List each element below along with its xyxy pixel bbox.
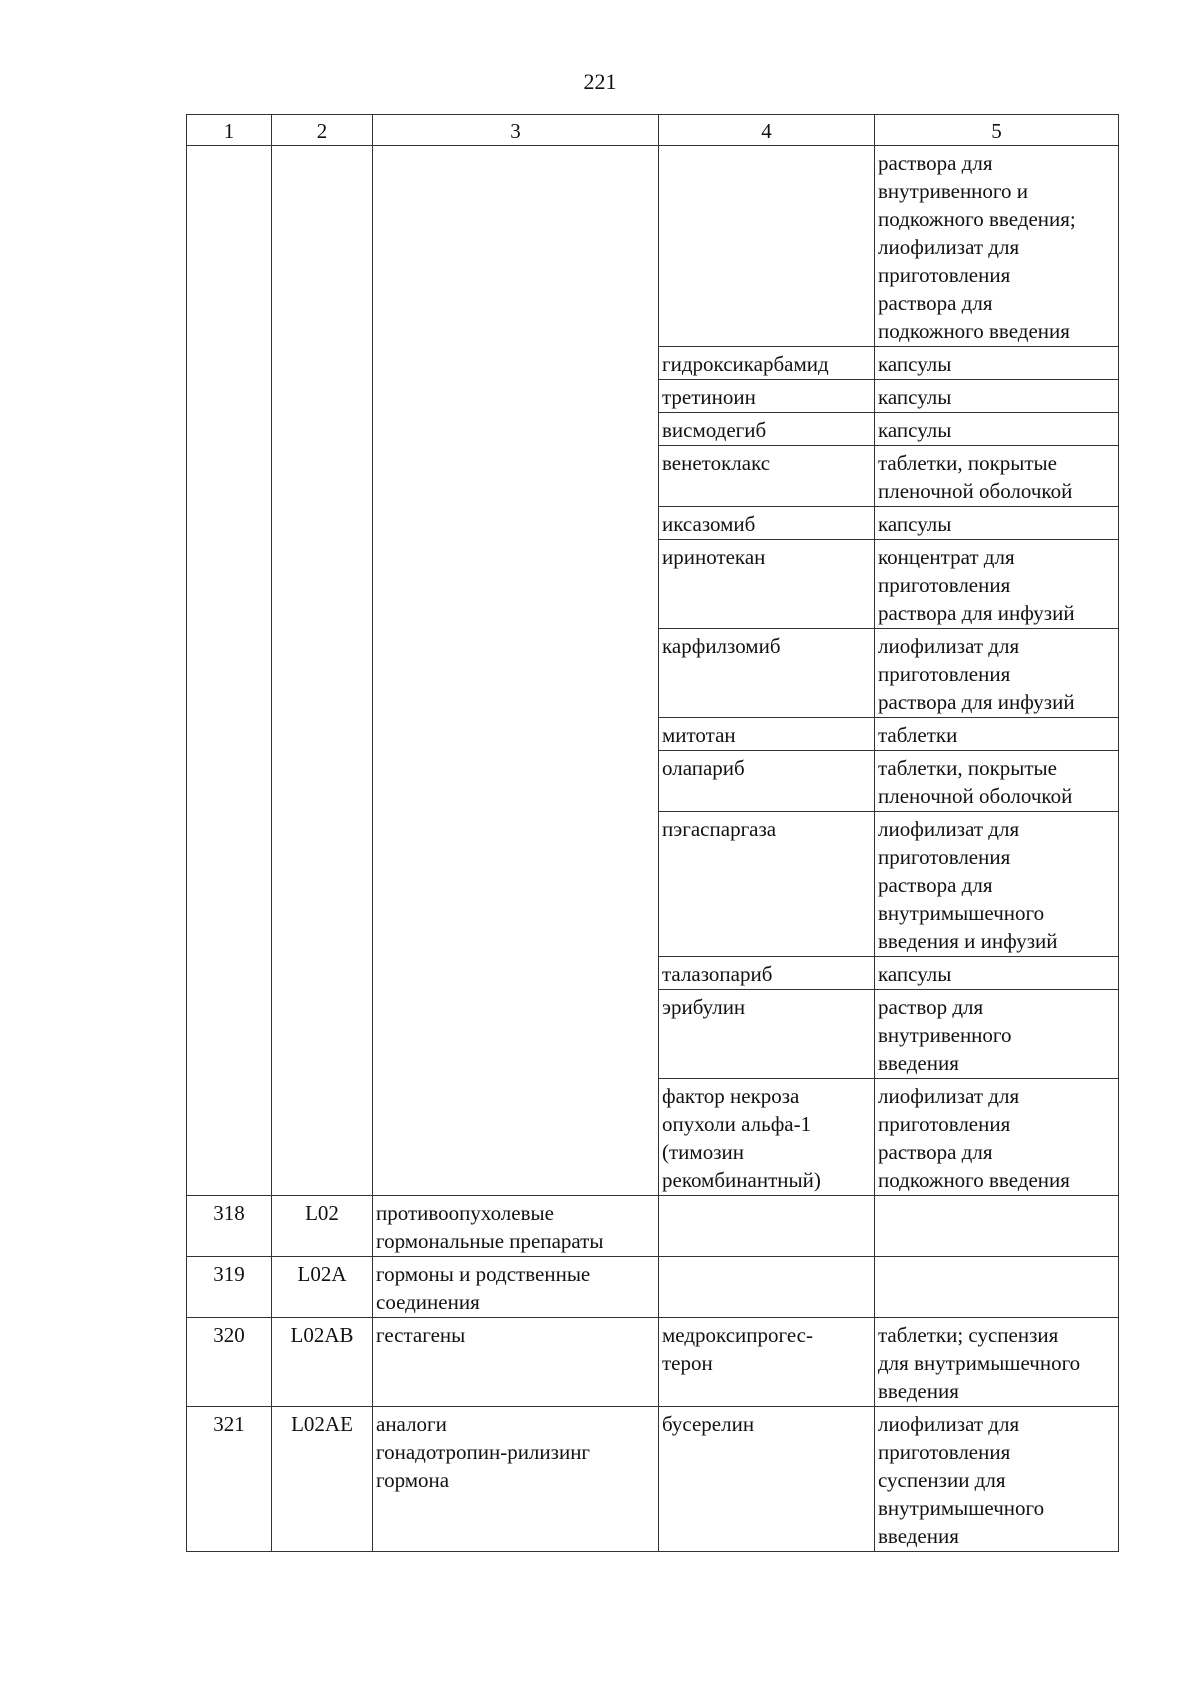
group-name-cell-line: аналоги [376,1412,447,1436]
drug-table [186,114,1119,1552]
dosage-form-cell [875,446,1119,507]
dosage-form-cell-line: раствора для [878,151,993,175]
drug-name-cell [659,507,875,540]
drug-name-cell-line: карфилзомиб [662,634,781,658]
dosage-form-cell-line: подкожного введения [878,319,1070,343]
atc-code-cell-line: L02AB [290,1323,354,1347]
table-row [187,1196,1119,1257]
atc-code-cell-line: L02AE [291,1412,353,1436]
atc-code-cell [272,1257,373,1318]
dosage-form-cell-line: приготовления [878,845,1011,869]
dosage-form-cell [875,380,1119,413]
dosage-form-cell-line: раствора для [878,873,993,897]
dosage-form-cell-line: введения [878,1051,959,1075]
drug-name-cell [659,629,875,718]
dosage-form-cell-line: введения [878,1524,959,1548]
group-name-cell-line: гормоны и родственные [376,1262,591,1286]
row-number-cell-line: 321 [213,1412,245,1436]
dosage-form-cell-line: введения [878,1379,959,1403]
drug-name-cell [659,380,875,413]
group-name-cell [373,1257,659,1318]
atc-code-cell-line: L02A [297,1262,347,1286]
row-number-cell-line: 320 [213,1323,245,1347]
dosage-form-cell-line: лиофилизат для [878,817,1020,841]
drug-name-cell [659,1079,875,1196]
dosage-form-cell [875,1257,1119,1318]
dosage-form-cell [875,629,1119,718]
dosage-form-cell-line: введения и инфузий [878,929,1058,953]
dosage-form-cell [875,146,1119,347]
drug-name-cell [659,1318,875,1407]
dosage-form-cell [875,413,1119,446]
drug-name-cell-line: гидроксикарбамид [662,352,829,376]
dosage-form-cell-line: раствора для [878,1140,993,1164]
dosage-form-cell-line: подкожного введения [878,1168,1070,1192]
row-number-cell [187,1318,272,1407]
drug-name-cell-line: олапариб [662,756,745,780]
dosage-form-cell [875,347,1119,380]
dosage-form-cell-line: внутривенного и [878,179,1028,203]
drug-name-cell [659,957,875,990]
table-row [187,146,1119,347]
row-number-cell [187,1196,272,1257]
group-name-cell-line: гормона [376,1468,450,1492]
drug-name-cell [659,718,875,751]
header-row [187,115,1119,146]
dosage-form-cell [875,1196,1119,1257]
dosage-form-cell-line: капсулы [878,352,952,376]
header-cell-3: 3 [373,115,659,146]
dosage-form-cell-line: приготовления [878,1440,1011,1464]
drug-name-cell-line: (тимозин [662,1140,744,1164]
dosage-form-cell-line: капсулы [878,418,952,442]
drug-name-cell [659,1257,875,1318]
drug-name-cell-line: митотан [662,723,736,747]
dosage-form-cell [875,718,1119,751]
dosage-form-cell-line: приготовления [878,662,1011,686]
group-name-cell [373,1407,659,1552]
drug-name-cell-line: иринотекан [662,545,766,569]
group-name-cell [373,1196,659,1257]
dosage-form-cell-line: лиофилизат для [878,1412,1020,1436]
atc-code-cell [272,1196,373,1257]
dosage-form-cell-line: приготовления [878,263,1011,287]
drug-name-cell-line: рекомбинантный) [662,1168,821,1192]
drug-name-cell-line: терон [662,1351,713,1375]
dosage-form-cell [875,812,1119,957]
drug-name-cell [659,146,875,347]
dosage-form-cell [875,1079,1119,1196]
dosage-form-cell-line: концентрат для [878,545,1015,569]
dosage-form-cell-line: таблетки, покрытые [878,756,1057,780]
dosage-form-cell-line: таблетки; суспензия [878,1323,1059,1347]
header-cell-1: 1 [187,115,272,146]
drug-name-cell [659,347,875,380]
dosage-form-cell-line: лиофилизат для [878,1084,1020,1108]
dosage-form-cell [875,1407,1119,1552]
row-number-cell [187,1407,272,1552]
group-name-cell-line: гестагены [376,1323,466,1347]
drug-name-cell [659,1407,875,1552]
dosage-form-cell-line: пленочной оболочкой [878,784,1073,808]
row-number-cell-line: 319 [213,1262,245,1286]
dosage-form-cell-line: внутривенного [878,1023,1012,1047]
drug-name-cell-line: фактор некроза [662,1084,800,1108]
dosage-form-cell [875,990,1119,1079]
row-number-cell [187,1257,272,1318]
table-row [187,1407,1119,1552]
drug-name-cell-line: бусерелин [662,1412,755,1436]
dosage-form-cell-line: раствора для [878,291,993,315]
table-row [187,1318,1119,1407]
drug-name-cell [659,812,875,957]
drug-name-cell [659,990,875,1079]
group-name-cell-line: противоопухолевые [376,1201,554,1225]
dosage-form-cell [875,751,1119,812]
header-cell-4: 4 [659,115,875,146]
dosage-form-cell [875,540,1119,629]
dosage-form-cell-line: суспензии для [878,1468,1006,1492]
drug-name-cell [659,446,875,507]
continued-code-cell [272,146,373,1196]
drug-name-cell [659,751,875,812]
drug-name-cell-line: опухоли альфа-1 [662,1112,812,1136]
dosage-form-cell-line: внутримышечного [878,1496,1045,1520]
dosage-form-cell [875,507,1119,540]
dosage-form-cell-line: приготовления [878,573,1011,597]
drug-name-cell [659,413,875,446]
dosage-form-cell-line: капсулы [878,385,952,409]
atc-code-cell-line: L02 [305,1201,339,1225]
table-row [187,1257,1119,1318]
row-number-cell-line: 318 [213,1201,245,1225]
atc-code-cell [272,1318,373,1407]
drug-name-cell-line: пэгаспаргаза [662,817,777,841]
atc-code-cell [272,1407,373,1552]
dosage-form-cell [875,1318,1119,1407]
drug-name-cell [659,540,875,629]
drug-name-cell-line: иксазомиб [662,512,756,536]
drug-name-cell-line: венетоклакс [662,451,771,475]
drug-name-cell-line: третиноин [662,385,756,409]
dosage-form-cell-line: лиофилизат для [878,634,1020,658]
dosage-form-cell-line: подкожного введения; [878,207,1076,231]
continued-num-cell [187,146,272,1196]
header-cell-2: 2 [272,115,373,146]
dosage-form-cell-line: раствор для [878,995,984,1019]
dosage-form-cell-line: капсулы [878,512,952,536]
group-name-cell-line: соединения [376,1290,480,1314]
dosage-form-cell-line: пленочной оболочкой [878,479,1073,503]
group-name-cell-line: гонадотропин-рилизинг [376,1440,591,1464]
dosage-form-cell [875,957,1119,990]
drug-name-cell-line: висмодегиб [662,418,767,442]
dosage-form-cell-line: для внутримышечного [878,1351,1081,1375]
drug-name-cell-line: медроксипрогес- [662,1323,813,1347]
page-number: 221 [583,69,617,94]
dosage-form-cell-line: таблетки, покрытые [878,451,1057,475]
group-name-cell [373,1318,659,1407]
dosage-form-cell-line: лиофилизат для [878,235,1020,259]
group-name-cell-line: гормональные препараты [376,1229,604,1253]
dosage-form-cell-line: раствора для инфузий [878,601,1075,625]
drug-name-cell-line: эрибулин [662,995,746,1019]
continued-group-cell [373,146,659,1196]
dosage-form-cell-line: таблетки [878,723,958,747]
drug-name-cell-line: талазопариб [662,962,773,986]
dosage-form-cell-line: внутримышечного [878,901,1045,925]
header-cell-5: 5 [875,115,1119,146]
dosage-form-cell-line: капсулы [878,962,952,986]
drug-name-cell [659,1196,875,1257]
dosage-form-cell-line: приготовления [878,1112,1011,1136]
dosage-form-cell-line: раствора для инфузий [878,690,1075,714]
